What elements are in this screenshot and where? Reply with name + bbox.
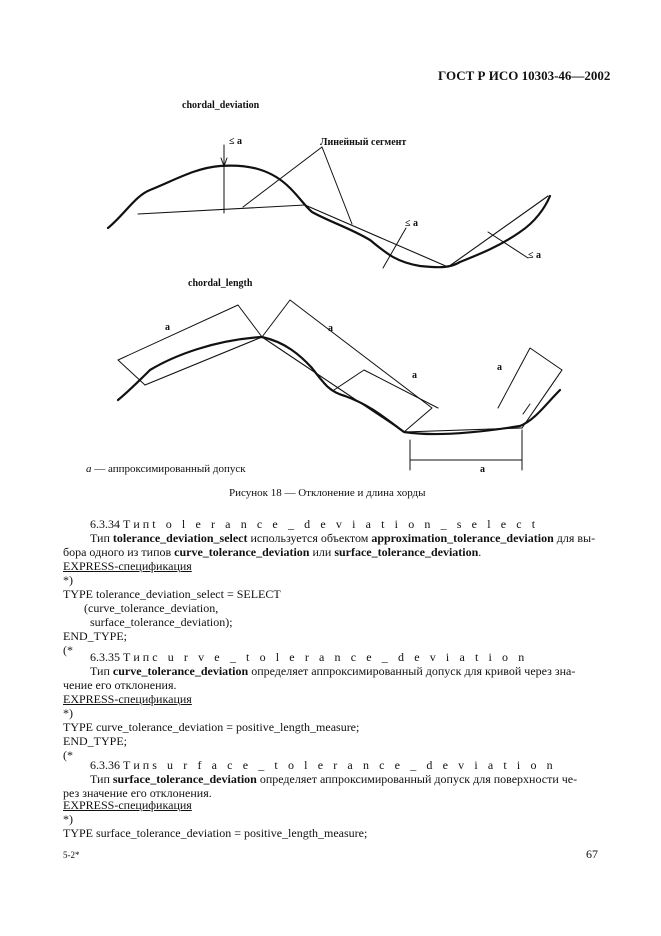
code-line: END_TYPE; bbox=[63, 734, 127, 748]
chord-2 bbox=[305, 205, 448, 267]
code-line: *) bbox=[63, 573, 73, 587]
le-a-label-1: ≤ a bbox=[229, 136, 242, 147]
bottom-chord-1 bbox=[145, 337, 262, 385]
bottom-chord-3 bbox=[404, 428, 522, 432]
code-line: surface_tolerance_deviation); bbox=[90, 615, 233, 629]
figure-legend bbox=[86, 463, 246, 475]
legend-letter: a bbox=[86, 463, 92, 475]
section-heading-6-3-35: 6.3.35 Т и п c u r v e _ t o l e r a n c e _ d e v i a t i o n bbox=[90, 650, 528, 664]
le-a-label-3: ≤ a bbox=[528, 250, 541, 261]
a-label-5: a bbox=[480, 464, 485, 475]
text-labels bbox=[165, 100, 541, 475]
express-spec-link-1: EXPRESS-спецификация bbox=[63, 559, 192, 573]
legend-text: — аппроксимированный допуск bbox=[91, 463, 246, 475]
tolerance-marker-3 bbox=[488, 232, 528, 258]
code-line: (* bbox=[63, 748, 73, 762]
section-heading-6-3-36: 6.3.36 Т и п s u r f a c e _ t o l e r a n c e _ d e v i a t i o n bbox=[90, 758, 557, 772]
footer-signature: 5-2* bbox=[63, 850, 80, 860]
paragraph-6-3-35-line-2: чение его отклонения. bbox=[63, 678, 177, 692]
chord-1 bbox=[138, 205, 305, 214]
code-line: TYPE curve_tolerance_deviation = positive_length_measure; bbox=[63, 720, 360, 734]
code-line: END_TYPE; bbox=[63, 629, 127, 643]
code-line: TYPE tolerance_deviation_select = SELECT bbox=[63, 587, 281, 601]
linear-segment-label: Линейный сегмент bbox=[320, 137, 407, 148]
code-line: TYPE surface_tolerance_deviation = positive_length_measure; bbox=[63, 826, 368, 840]
bottom-chord-2 bbox=[262, 337, 404, 432]
bottom-chord-4 bbox=[522, 370, 562, 428]
code-line: *) bbox=[63, 812, 73, 826]
code-line: (curve_tolerance_deviation, bbox=[84, 601, 219, 615]
code-line: (* bbox=[63, 643, 73, 657]
express-spec-link-2: EXPRESS-спецификация bbox=[63, 692, 192, 706]
a-label-1: a bbox=[165, 322, 170, 333]
a-label-4: a bbox=[497, 362, 502, 373]
standard-header: ГОСТ Р ИСО 10303-46—2002 bbox=[438, 68, 611, 83]
section-heading-6-3-34: 6.3.34 Т и п t o l e r a n c e _ d e v i a t i o n _ s e l e c t bbox=[90, 517, 539, 531]
paragraph-6-3-36-line-1: Тип surface_tolerance_deviation определяет аппроксимированный допуск для поверхности че- bbox=[90, 772, 578, 786]
le-a-label-2: ≤ a bbox=[405, 218, 418, 229]
a-label-3: a bbox=[412, 370, 417, 381]
chordal-deviation-label: chordal_deviation bbox=[182, 100, 260, 111]
length-curve bbox=[118, 337, 560, 434]
paragraph-6-3-35-line-1: Тип curve_tolerance_deviation определяет аппроксимированный допуск для кривой через зна- bbox=[90, 664, 576, 678]
a-label-2: a bbox=[328, 323, 333, 334]
deviation-curve bbox=[108, 166, 550, 268]
page-number: 67 bbox=[586, 847, 598, 861]
linear-segment-leader bbox=[243, 147, 352, 224]
figure-caption: Рисунок 18 — Отклонение и длина хорды bbox=[229, 487, 426, 499]
paragraph-6-3-34: Тип tolerance_deviation_select используется объектом approximation_tolerance_deviation для вы-бора одного из типов curve_tolerance_deviation или surface_tolerance_deviation. bbox=[63, 531, 596, 559]
code-line: *) bbox=[63, 706, 73, 720]
paragraph-6-3-36-line-2: рез значение его отклонения. bbox=[63, 786, 212, 800]
express-spec-link-3: EXPRESS-спецификация bbox=[63, 798, 192, 812]
chordal-length-label: chordal_length bbox=[188, 278, 253, 289]
